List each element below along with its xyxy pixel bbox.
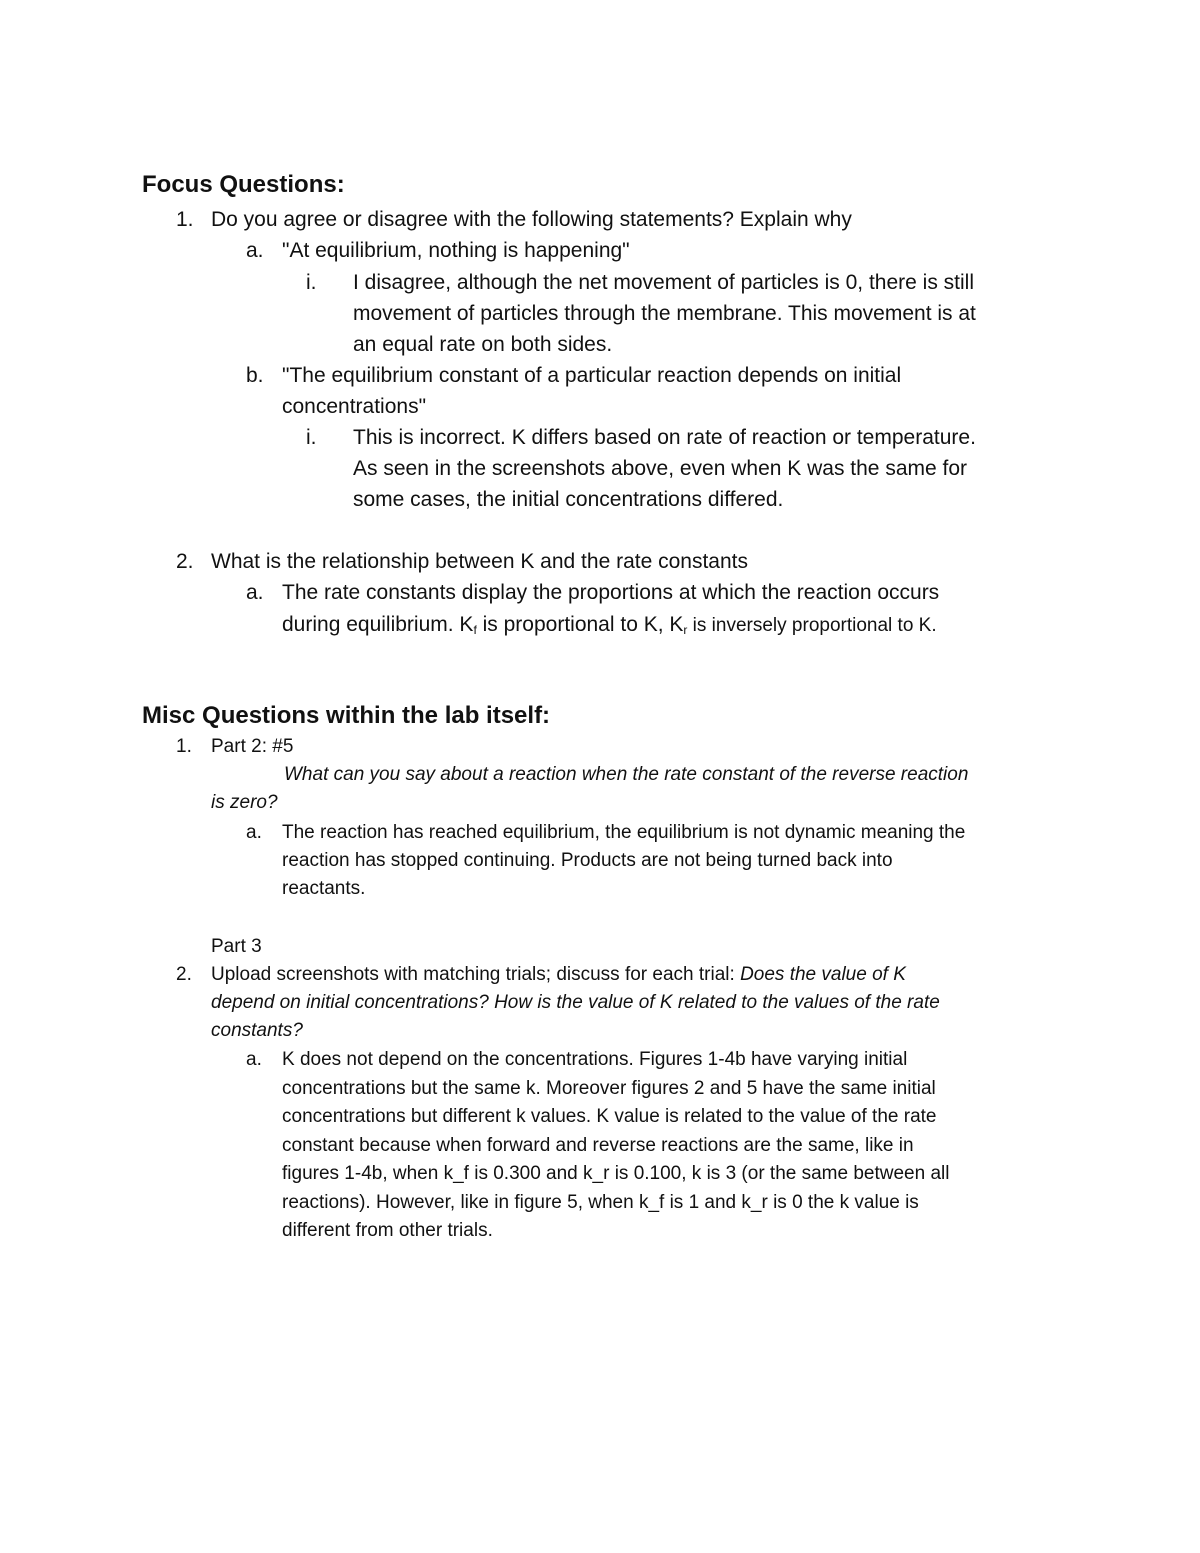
answer-line: This is incorrect. K differs based on rate of reaction or temperature. [353,426,976,449]
answer-line: reaction has stopped continuing. Products are not being turned back into [282,850,893,871]
subscript-r: r [683,623,688,637]
answer-line: I disagree, although the net movement of particles is 0, there is still [353,271,974,294]
list-number: 2. [176,964,192,985]
list-marker: a. [246,581,264,604]
answer-line: reactions). However, like in figure 5, when k_f is 1 and k_r is 0 the k value is [282,1192,919,1213]
misc-heading: Misc Questions within the lab itself: [142,702,551,729]
list-marker: a. [246,239,264,262]
answer-line: reactants. [282,878,366,899]
answer-line: figures 1-4b, when k_f is 0.300 and k_r is 0.100, k is 3 (or the same between all [282,1163,950,1184]
answer-line: different from other trials. [282,1220,493,1241]
answer-line-with-subscripts [282,613,937,637]
subscript-f: f [473,623,477,637]
statement-text: "The equilibrium constant of a particular reaction depends on initial [282,364,902,387]
list-number: 2. [176,550,194,573]
statement-text: concentrations" [282,395,427,418]
answer-text: is proportional to K, K [476,613,684,636]
list-marker: i. [306,426,317,449]
part-label: Part 3 [211,936,262,957]
question-text: Upload screenshots with matching trials; discuss for each trial: [211,964,741,985]
answer-line: The rate constants display the proportions at which the reaction occurs [282,581,940,604]
question-text: Do you agree or disagree with the following statements? Explain why [211,208,852,231]
focus-heading: Focus Questions: [142,171,345,198]
answer-line: an equal rate on both sides. [353,333,613,356]
answer-line: movement of particles through the membrane. This movement is at [353,302,976,325]
answer-line: As seen in the screenshots above, even when K was the same for [353,457,968,480]
question-italic: What can you say about a reaction when the rate constant of the reverse reaction [284,764,969,785]
list-number: 1. [176,736,192,757]
answer-line: constant because when forward and reverse reactions are the same, like in [282,1135,914,1156]
list-number: 1. [176,208,194,231]
question-italic: is zero? [211,792,278,813]
answer-text: during equilibrium. K [282,613,474,636]
answer-line: some cases, the initial concentrations differed. [353,488,784,511]
answer-text: is inversely proportional to K. [687,615,937,636]
question-text: What is the relationship between K and the rate constants [211,550,748,573]
answer-line: The reaction has reached equilibrium, the equilibrium is not dynamic meaning the [282,822,966,843]
question-line [211,964,906,986]
part-label: Part 2: #5 [211,736,294,757]
answer-line: K does not depend on the concentrations. Figures 1-4b have varying initial [282,1049,908,1070]
answer-line: concentrations but different k values. K value is related to the value of the rate [282,1106,937,1127]
question-italic: constants? [211,1020,303,1041]
answer-line: concentrations but the same k. Moreover figures 2 and 5 have the same initial [282,1078,936,1099]
question-italic: Does the value of K [740,964,906,985]
question-italic: depend on initial concentrations? How is the value of K related to the values of the rate [211,992,940,1013]
list-marker: a. [246,1049,262,1070]
list-marker: b. [246,364,264,387]
list-marker: i. [306,271,317,294]
list-marker: a. [246,822,262,843]
statement-text: "At equilibrium, nothing is happening" [282,239,630,262]
